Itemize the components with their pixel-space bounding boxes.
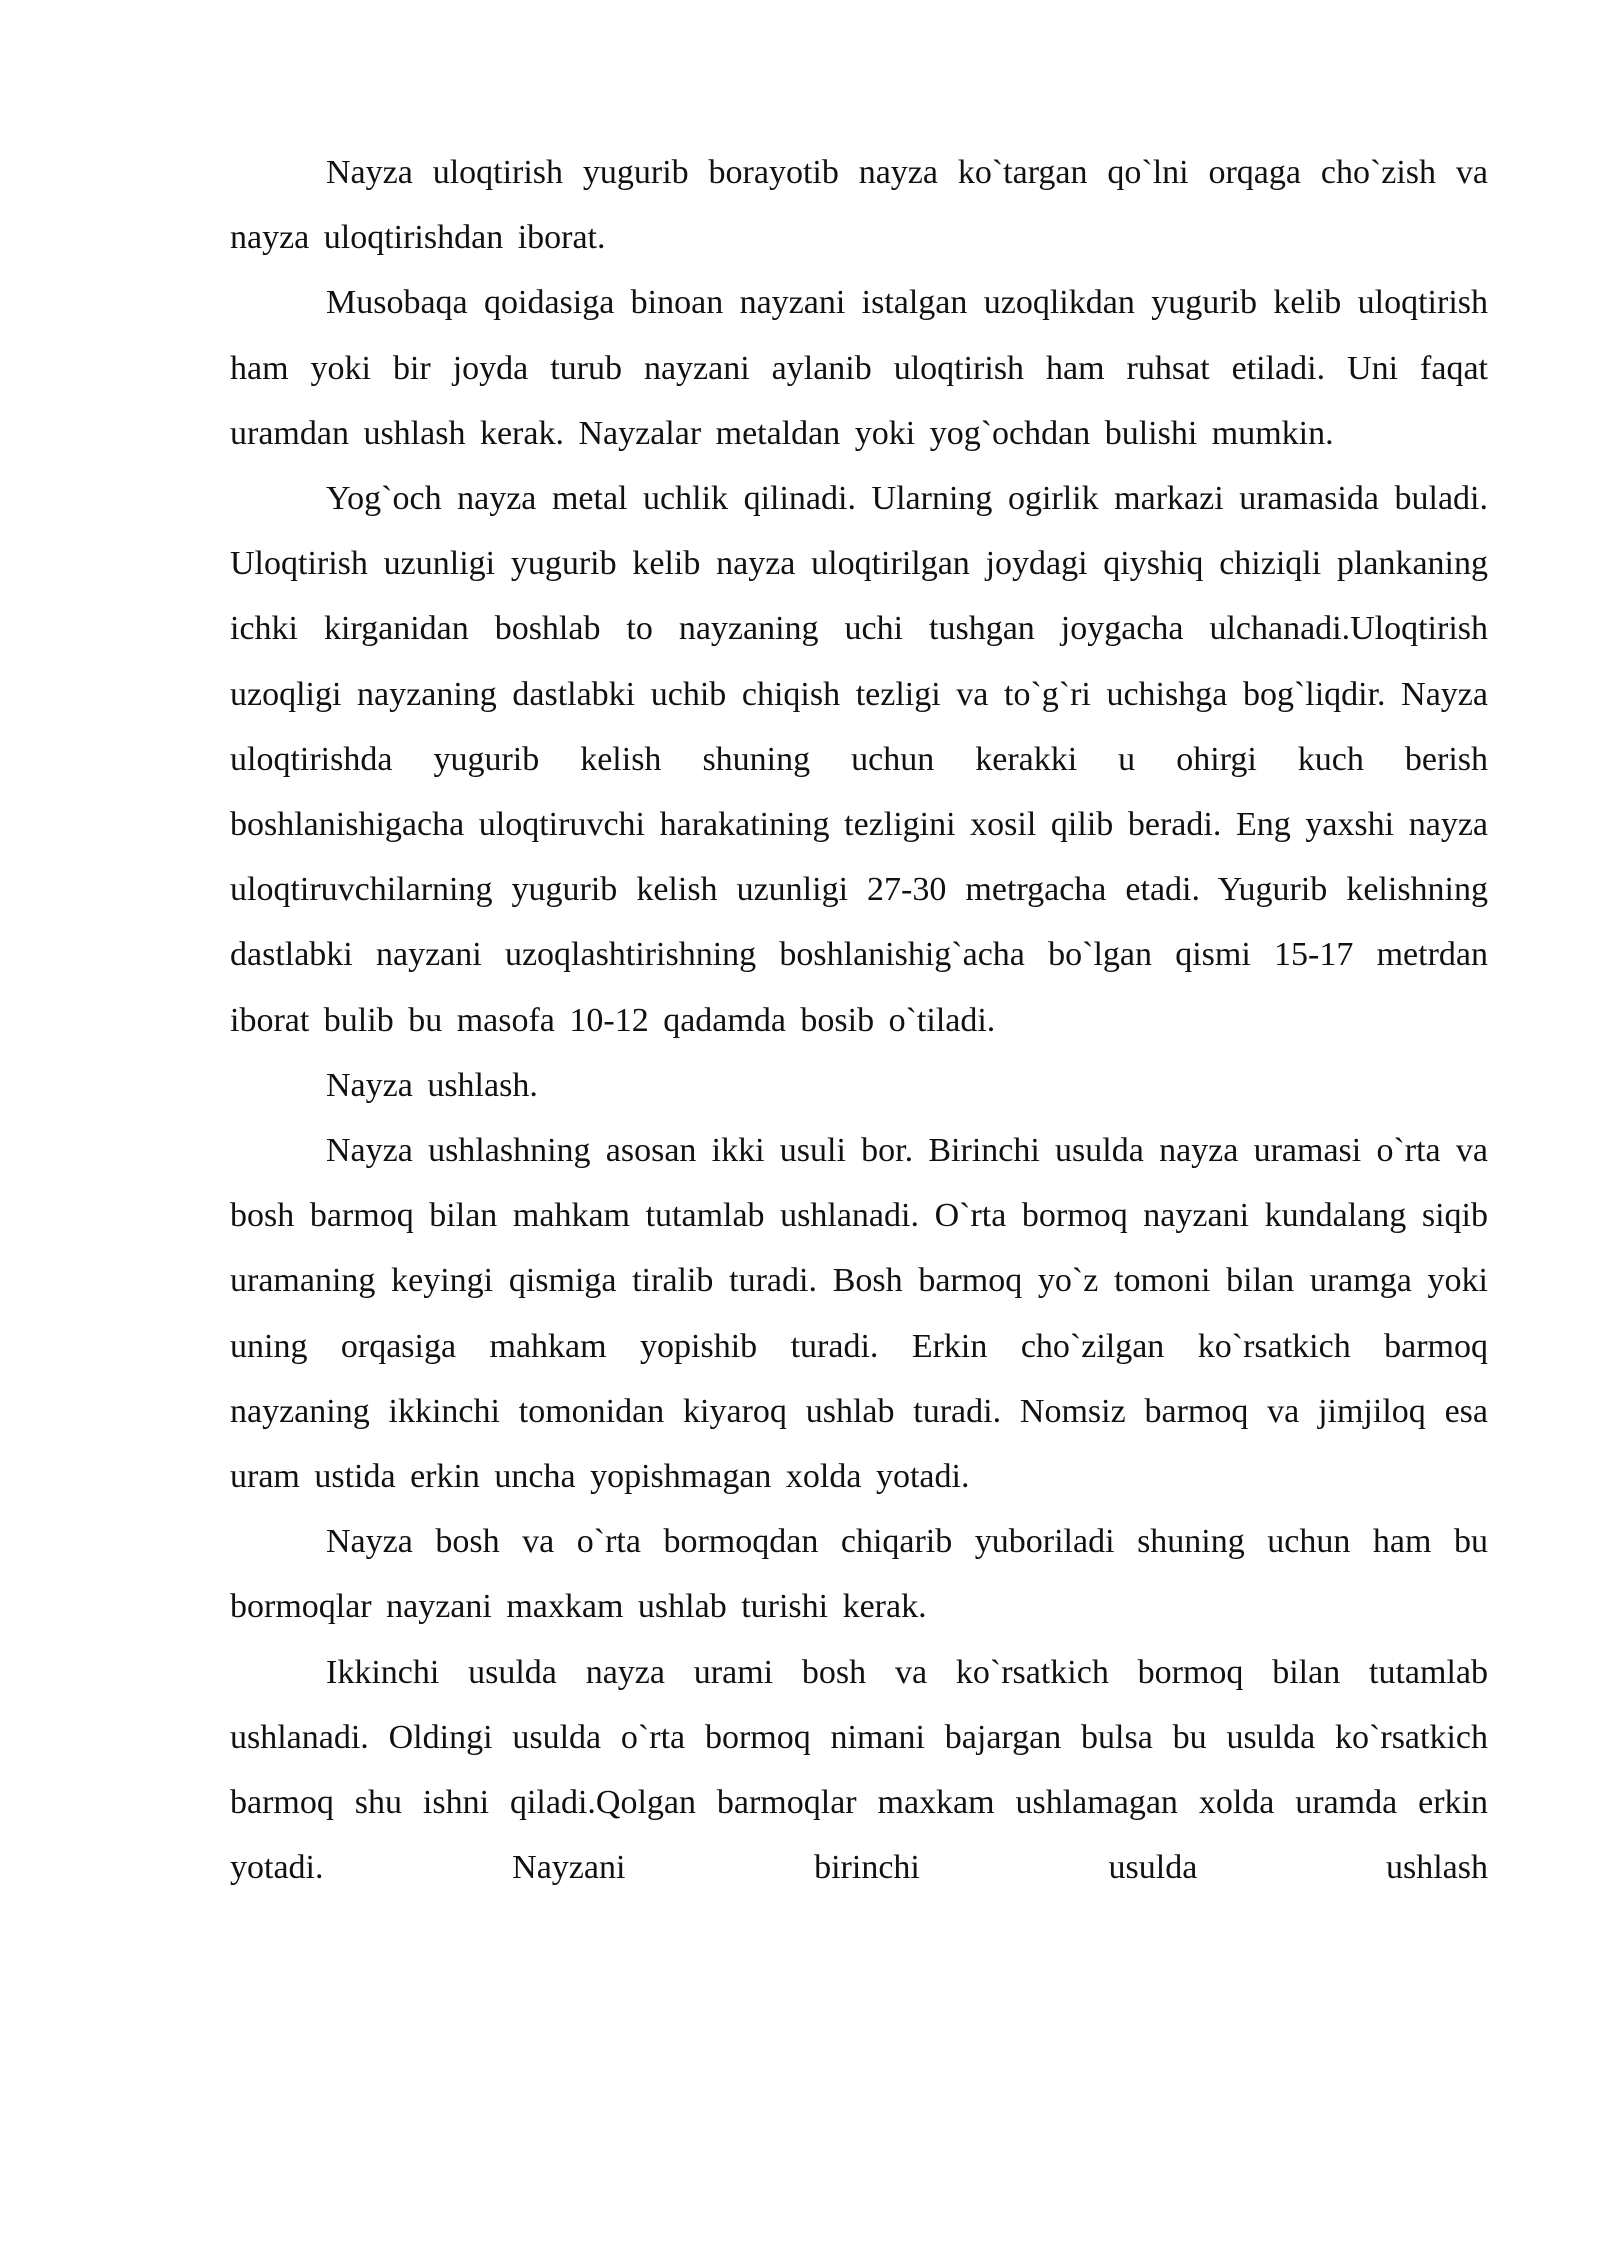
paragraph-release: Nayza bosh va o`rta bormoqdan chiqarib yuboriladi shuning uchun ham bu bormoqlar nayzani maxkam ushlab turishi kerak. [230, 1523, 1488, 1626]
paragraph-javelin-construction: Yog`och nayza metal uchlik qilinadi. Ularning ogirlik markazi uramasida buladi. Uloqtirish uzunligi yugurib kelib nayza uloqtirilgan joydagi qiyshiq chiziqli plankaning ichki kirganidan boshlab to nayzaning uchi tushgan joygacha ulchanadi.Uloqtirish uzoqligi nayzaning dastlabki uchib chiqish tezligi va to`g`ri uchishga bog`liqdir. Nayza uloqtirishda yugurib kelish shuning uchun kerakki u ohirgi kuch berish boshlanishigacha uloqtiruvchi harakatining tezligini xosil qilib beradi. Eng yaxshi nayza uloqtiruvchilarning yugurib kelish uzunligi 27-30 metrgacha etadi. Yugurib kelishning dastlabki nayzani uzoqlashtirishning boshlanishig`acha bo`lgan qismi 15-17 metrdan iborat bulib bu masofa 10-12 qadamda bosib o`tiladi. [230, 480, 1488, 1039]
paragraph-second-grip: Ikkinchi usulda nayza urami bosh va ko`rsatkich bormoq bilan tutamlab ushlanadi. Oldingi usulda o`rta bormoq nimani bajargan bulsa bu usulda ko`rsatkich barmoq shu ishni qiladi.Qolgan barmoqlar maxkam ushlamagan xolda uramda erkin yotadi. Nayzani birinchi usulda ushlash [230, 1653, 1488, 1887]
document-page [230, 140, 1488, 1900]
paragraph-first-grip: Nayza ushlashning asosan ikki usuli bor. Birinchi usulda nayza uramasi o`rta va bosh barmoq bilan mahkam tutamlab ushlanadi. O`rta bormoq nayzani kundalang siqib uramaning keyingi qismiga tiralib turadi. Bosh barmoq yo`z tomoni bilan uramga yoki uning orqasiga mahkam yopishib turadi. Erkin cho`zilgan ko`rsatkich barmoq nayzaning ikkinchi tomonidan kiyaroq ushlab turadi. Nomsiz barmoq va jimjiloq esa uram ustida erkin uncha yopishmagan xolda yotadi. [230, 1132, 1488, 1496]
paragraph-heading-grip: Nayza ushlash. [326, 1066, 538, 1104]
paragraph-javelin-intro: Nayza uloqtirish yugurib borayotib nayza ko`targan qo`lni orqaga cho`zish va nayza uloqtirishdan iborat. [230, 154, 1488, 257]
paragraph-competition-rules: Musobaqa qoidasiga binoan nayzani istalgan uzoqlikdan yugurib kelib uloqtirish ham yoki bir joyda turub nayzani aylanib uloqtirish ham ruhsat etiladi. Uni faqat uramdan ushlash kerak. Nayzalar metaldan yoki yog`ochdan bulishi mumkin. [230, 284, 1488, 452]
